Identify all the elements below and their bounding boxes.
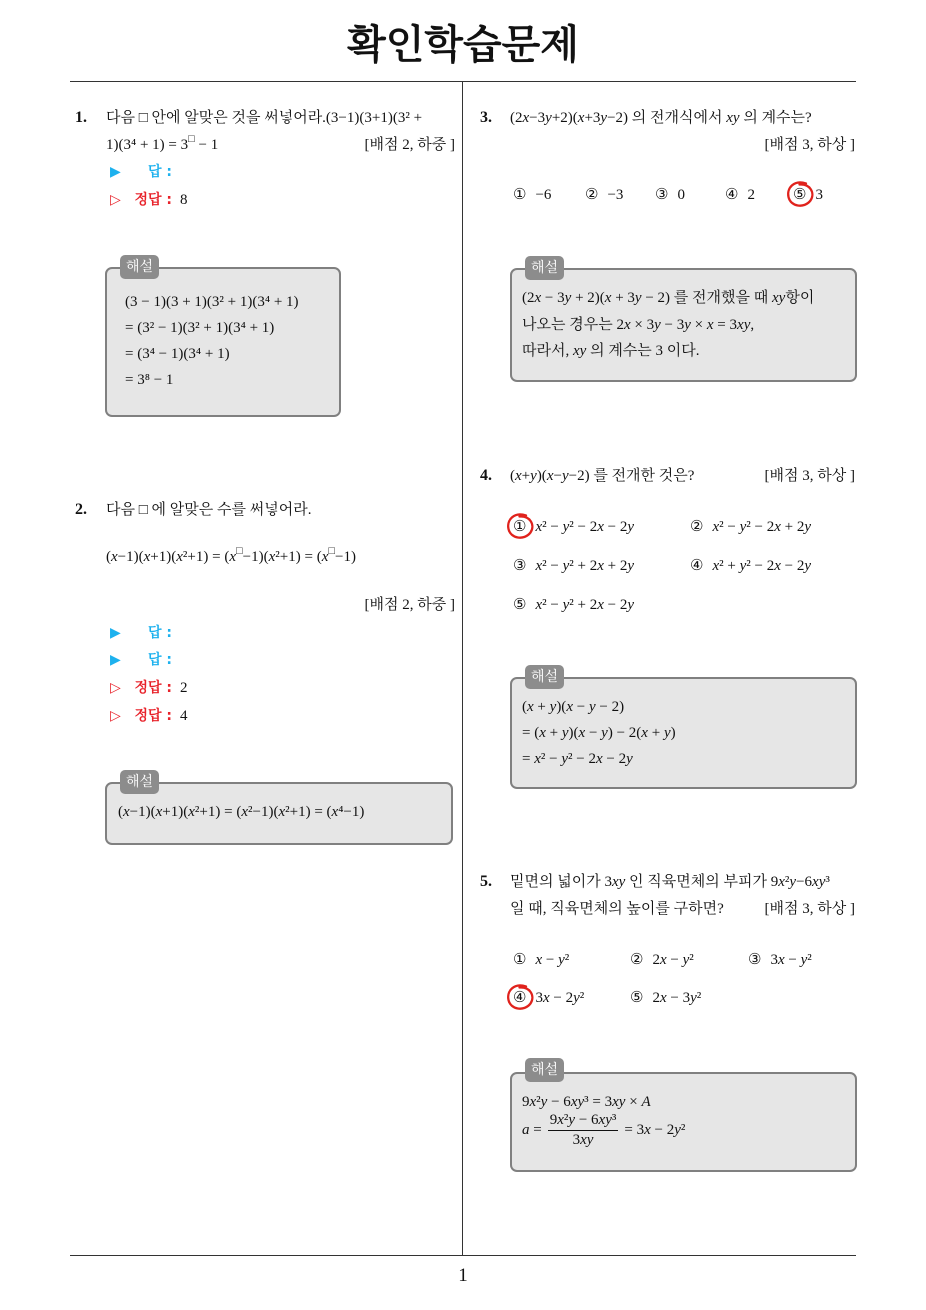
fraction-lhs: a = bbox=[522, 1121, 542, 1138]
choice-marker: ② bbox=[690, 519, 704, 535]
choice-text: 3x − 2y² bbox=[535, 990, 585, 1006]
correct-marker-icon: ▷ bbox=[110, 708, 121, 724]
math-variable: A bbox=[641, 1094, 651, 1110]
explanation-line: = 3⁸ − 1 bbox=[125, 372, 174, 388]
question-number: 4. bbox=[480, 467, 492, 484]
math-variable: y bbox=[627, 519, 635, 535]
math-variable: x bbox=[515, 468, 522, 484]
math-variable: y bbox=[627, 558, 635, 574]
math-variable: x bbox=[726, 110, 733, 126]
math-variable: y bbox=[618, 874, 626, 890]
page-number: 1 bbox=[458, 1265, 468, 1286]
choice-text: −3 bbox=[607, 187, 624, 203]
math-variable: y bbox=[600, 110, 608, 126]
math-variable: y bbox=[601, 725, 608, 741]
math-variable: x bbox=[778, 874, 785, 890]
math-variable: x bbox=[706, 317, 714, 333]
correct-answer-value: 4 bbox=[180, 708, 188, 724]
math-variable: y bbox=[682, 952, 690, 968]
answer-row bbox=[110, 161, 230, 183]
math-variable: x bbox=[572, 343, 580, 359]
explanation-tab: 해설 bbox=[525, 1058, 564, 1082]
math-variable: x bbox=[557, 1111, 564, 1128]
choice-text: x² − y² + 2x − 2y bbox=[535, 597, 635, 613]
choice-4 bbox=[513, 987, 584, 1009]
math-variable: y bbox=[530, 468, 537, 484]
choice-5 bbox=[630, 987, 701, 1009]
score-label: [배점 2, 하중 ] bbox=[364, 137, 455, 153]
explanation-box bbox=[510, 677, 857, 789]
equation-line bbox=[106, 546, 356, 568]
choice-text: 0 bbox=[677, 187, 685, 203]
fraction-rhs: = 3x − 2y² bbox=[624, 1121, 686, 1138]
answer-label: 답 : bbox=[148, 164, 172, 180]
explanation-line: (x−1)(x+1)(x²+1) = (x²−1)(x²+1) = (x⁴−1) bbox=[118, 804, 365, 820]
question-number: 5. bbox=[480, 873, 492, 890]
math-variable: x bbox=[188, 804, 195, 820]
score-label: [배점 3, 하상 ] bbox=[764, 137, 855, 153]
correct-marker-icon: ▷ bbox=[110, 192, 121, 208]
math-variable: y bbox=[818, 874, 826, 890]
correct-answer-row bbox=[110, 705, 230, 727]
correct-answer-row bbox=[110, 189, 230, 211]
fraction bbox=[548, 1111, 619, 1150]
choice-marker: ① bbox=[513, 519, 527, 535]
equation-part: −1)(x²+1) = (x bbox=[242, 549, 329, 565]
math-variable: y bbox=[804, 558, 812, 574]
math-variable: a bbox=[522, 1121, 530, 1138]
math-variable: y bbox=[690, 990, 697, 1006]
math-variable: x bbox=[535, 952, 543, 968]
math-variable: x bbox=[229, 549, 236, 565]
math-variable: x bbox=[321, 549, 329, 565]
choice-marker: ③ bbox=[655, 187, 669, 203]
score-label: [배점 3, 하상 ] bbox=[764, 901, 855, 917]
correct-answer-row bbox=[110, 677, 230, 699]
question-text: 일 때, 직육면체의 높이를 구하면? bbox=[510, 901, 724, 917]
correct-marker-icon: ▷ bbox=[110, 680, 121, 696]
explanation-line: 나오는 경우는 2x × 3y − 3y × x = 3xy, bbox=[522, 317, 755, 333]
question-text: 밑면의 넓이가 3xy 인 직육면체의 부피가 9x²y−6xy³ bbox=[510, 874, 830, 890]
math-variable: x bbox=[612, 1094, 619, 1110]
math-variable: x bbox=[527, 699, 534, 715]
math-variable: y bbox=[561, 725, 569, 741]
choice-marker: ⑤ bbox=[630, 990, 644, 1006]
choice-marker: ③ bbox=[748, 952, 762, 968]
math-variable: y bbox=[568, 1111, 576, 1128]
math-variable: x bbox=[542, 990, 550, 1006]
math-variable: x bbox=[111, 549, 118, 565]
choice-2 bbox=[630, 949, 694, 971]
choice-marker: ③ bbox=[513, 558, 527, 574]
explanation-tab: 해설 bbox=[120, 770, 159, 794]
math-variable: y bbox=[804, 519, 812, 535]
question-text: 다음 □ 에 알맞은 수를 써넣어라. bbox=[106, 502, 312, 518]
choice-4 bbox=[725, 184, 755, 206]
math-variable: x bbox=[712, 558, 720, 574]
correct-answer-label: 정답 : bbox=[134, 680, 172, 696]
blank-box: □ bbox=[328, 545, 336, 557]
answer-marker-icon: ▶ bbox=[110, 652, 121, 668]
math-variable: y bbox=[605, 1111, 612, 1128]
math-variable: y bbox=[558, 952, 565, 968]
choice-text: 2 bbox=[747, 187, 755, 203]
math-variable: x bbox=[580, 1131, 587, 1148]
correct-answer-label: 정답 : bbox=[134, 192, 172, 208]
choice-text: x² + y² − 2x − 2y bbox=[712, 558, 812, 574]
question-number: 2. bbox=[75, 501, 87, 518]
explanation-line: = x² − y² − 2x − 2y bbox=[522, 751, 633, 767]
explanation-line: (2x − 3y + 2)(x + 3y − 2) 를 전개했을 때 xy항이 bbox=[522, 290, 815, 306]
math-variable: y bbox=[540, 1094, 548, 1110]
math-variable: y bbox=[561, 468, 569, 484]
choice-2 bbox=[585, 184, 623, 206]
choice-text: 3 bbox=[815, 187, 823, 203]
page-title: 확인학습문제 bbox=[347, 22, 579, 68]
circle-stroke bbox=[508, 985, 532, 1008]
math-variable: y bbox=[800, 952, 808, 968]
question-text: 다음 □ 안에 알맞은 것을 써넣어라.(3−1)(3+1)(3² + bbox=[106, 110, 423, 126]
math-variable: y bbox=[562, 519, 570, 535]
equation-part: −1) bbox=[335, 549, 356, 565]
math-variable: x bbox=[535, 519, 543, 535]
blank-box: □ bbox=[188, 133, 195, 145]
choice-text: 2x − 3y² bbox=[652, 990, 702, 1006]
math-variable: y bbox=[588, 699, 596, 715]
math-variable: x bbox=[241, 804, 248, 820]
answer-circle-mark bbox=[505, 982, 536, 1013]
math-variable: x bbox=[597, 597, 604, 613]
explanation-box bbox=[510, 1072, 857, 1172]
math-variable: y bbox=[618, 1094, 626, 1110]
math-variable: x bbox=[176, 549, 183, 565]
math-variable: y bbox=[627, 597, 635, 613]
math-variable: x bbox=[529, 1094, 537, 1110]
math-variable: x bbox=[155, 804, 163, 820]
correct-answer-value: 2 bbox=[180, 680, 188, 696]
question-number: 3. bbox=[480, 109, 492, 126]
choice-5 bbox=[793, 184, 823, 206]
choice-text: x² − y² + 2x + 2y bbox=[535, 558, 635, 574]
fraction-denominator: 3xy bbox=[572, 1131, 594, 1148]
math-variable: x bbox=[331, 804, 339, 820]
answer-marker-icon: ▶ bbox=[110, 625, 121, 641]
math-variable: x bbox=[578, 725, 586, 741]
explanation-line: = (3⁴ − 1)(3⁴ + 1) bbox=[125, 346, 230, 362]
math-variable: x bbox=[268, 549, 276, 565]
math-variable: y bbox=[743, 317, 751, 333]
choice-3 bbox=[655, 184, 685, 206]
choice-text: x² − y² − 2x + 2y bbox=[712, 519, 812, 535]
math-variable: y bbox=[789, 874, 797, 890]
answer-circle-mark bbox=[505, 511, 536, 542]
footer-rule bbox=[70, 1255, 856, 1256]
question-text: − 1 bbox=[194, 137, 219, 153]
header-rule bbox=[70, 81, 856, 82]
answer-label: 답 : bbox=[148, 652, 172, 668]
choice-text: −6 bbox=[535, 187, 552, 203]
math-variable: y bbox=[562, 597, 570, 613]
column-divider bbox=[462, 82, 463, 1256]
correct-answer-label: 정답 : bbox=[134, 708, 172, 724]
choice-marker: ① bbox=[513, 187, 527, 203]
math-variable: x bbox=[278, 804, 286, 820]
math-variable: x bbox=[812, 874, 819, 890]
math-variable: y bbox=[564, 290, 572, 306]
math-variable: x bbox=[641, 725, 648, 741]
answer-marker-icon: ▶ bbox=[110, 164, 121, 180]
explanation-line: = (x + y)(x − y) − 2(x + y) bbox=[522, 725, 676, 741]
choice-text: 3x − y² bbox=[770, 952, 812, 968]
circle-stroke bbox=[788, 182, 812, 205]
math-variable: x bbox=[570, 1094, 578, 1110]
answer-label: 답 : bbox=[148, 625, 172, 641]
answer-row bbox=[110, 622, 230, 644]
choice-marker: ⑤ bbox=[793, 187, 807, 203]
math-variable: y bbox=[579, 343, 587, 359]
math-variable: y bbox=[732, 110, 740, 126]
question-text: 1)(3⁴ + 1) = 3 bbox=[106, 137, 189, 153]
math-variable: x bbox=[534, 751, 541, 767]
choice-3 bbox=[513, 555, 634, 577]
equation-part: (x−1)(x+1)(x²+1) = (x bbox=[106, 549, 236, 565]
math-variable: x bbox=[522, 110, 530, 126]
math-variable: x bbox=[774, 519, 781, 535]
explanation-fraction-line bbox=[522, 1109, 685, 1151]
math-variable: x bbox=[597, 558, 604, 574]
answer-row bbox=[110, 649, 230, 671]
math-variable: y bbox=[663, 725, 671, 741]
choice-2 bbox=[690, 516, 811, 538]
math-variable: x bbox=[535, 558, 543, 574]
choice-text: x − y² bbox=[535, 952, 570, 968]
choice-marker: ④ bbox=[513, 990, 527, 1006]
choice-marker: ② bbox=[630, 952, 644, 968]
math-variable: x bbox=[712, 519, 720, 535]
math-variable: x bbox=[596, 751, 603, 767]
math-variable: x bbox=[623, 317, 631, 333]
question-number: 1. bbox=[75, 109, 87, 126]
math-variable: x bbox=[771, 290, 779, 306]
math-variable: x bbox=[535, 597, 543, 613]
explanation-box bbox=[510, 268, 857, 382]
math-variable: x bbox=[546, 468, 554, 484]
math-variable: y bbox=[577, 1094, 585, 1110]
math-variable: y bbox=[674, 1121, 681, 1138]
question-text: (2x−3y+2)(x+3y−2) 의 전개식에서 xy 의 계수는? bbox=[510, 110, 812, 126]
math-variable: x bbox=[534, 290, 542, 306]
choice-5 bbox=[513, 594, 634, 616]
choice-1 bbox=[513, 949, 569, 971]
choice-marker: ④ bbox=[725, 187, 739, 203]
math-variable: x bbox=[143, 549, 151, 565]
choice-1 bbox=[513, 184, 551, 206]
math-variable: x bbox=[539, 725, 546, 741]
choice-marker: ① bbox=[513, 952, 527, 968]
explanation-box bbox=[105, 267, 341, 417]
choice-4 bbox=[690, 555, 811, 577]
math-variable: y bbox=[561, 751, 569, 767]
math-variable: x bbox=[577, 110, 585, 126]
math-variable: x bbox=[644, 1121, 651, 1138]
math-variable: x bbox=[777, 952, 785, 968]
explanation-line: (3 − 1)(3 + 1)(3² + 1)(3⁴ + 1) bbox=[125, 294, 299, 310]
math-variable: x bbox=[774, 558, 781, 574]
choice-text: 2x − y² bbox=[652, 952, 694, 968]
math-variable: y bbox=[739, 558, 747, 574]
math-variable: y bbox=[586, 1131, 594, 1148]
correct-answer-value: 8 bbox=[180, 192, 188, 208]
math-variable: x bbox=[123, 804, 130, 820]
math-variable: y bbox=[634, 290, 642, 306]
blank-box: □ bbox=[236, 545, 243, 557]
math-variable: x bbox=[611, 874, 619, 890]
choice-text: x² − y² − 2x − 2y bbox=[535, 519, 635, 535]
math-variable: y bbox=[626, 751, 633, 767]
score-label: [배점 3, 하상 ] bbox=[764, 468, 855, 484]
math-variable: x bbox=[737, 317, 744, 333]
answer-circle-mark bbox=[785, 179, 816, 210]
explanation-line: 따라서, xy 의 계수는 3 이다. bbox=[522, 343, 700, 359]
question-text: (x+y)(x−y−2) 를 전개한 것은? bbox=[510, 468, 695, 484]
circle-stroke bbox=[508, 514, 532, 537]
explanation-line: = (3² − 1)(3² + 1)(3⁴ + 1) bbox=[125, 320, 275, 336]
math-variable: x bbox=[566, 699, 573, 715]
math-variable: y bbox=[739, 519, 747, 535]
choice-marker: ② bbox=[585, 187, 599, 203]
choice-marker: ④ bbox=[690, 558, 704, 574]
question-text-line bbox=[106, 134, 218, 156]
explanation-tab: 해설 bbox=[120, 255, 159, 279]
math-variable: x bbox=[604, 290, 612, 306]
math-variable: y bbox=[654, 317, 661, 333]
math-variable: y bbox=[778, 290, 786, 306]
math-variable: x bbox=[659, 952, 667, 968]
math-variable: y bbox=[684, 317, 691, 333]
score-label: [배점 2, 하중 ] bbox=[364, 597, 455, 613]
math-variable: x bbox=[659, 990, 667, 1006]
choice-marker: ⑤ bbox=[513, 597, 527, 613]
explanation-tab: 해설 bbox=[525, 256, 564, 280]
choice-1 bbox=[513, 516, 634, 538]
math-variable: x bbox=[597, 519, 604, 535]
math-variable: y bbox=[545, 110, 552, 126]
math-variable: y bbox=[562, 558, 570, 574]
explanation-tab: 해설 bbox=[525, 665, 564, 689]
math-variable: y bbox=[573, 990, 580, 1006]
math-variable: y bbox=[549, 699, 557, 715]
explanation-line: 9x²y − 6xy³ = 3xy × A bbox=[522, 1094, 651, 1110]
choice-3 bbox=[748, 949, 812, 971]
explanation-line: (x + y)(x − y − 2) bbox=[522, 699, 625, 715]
fraction-numerator: 9x²y − 6xy³ bbox=[548, 1111, 619, 1131]
math-variable: x bbox=[598, 1111, 606, 1128]
